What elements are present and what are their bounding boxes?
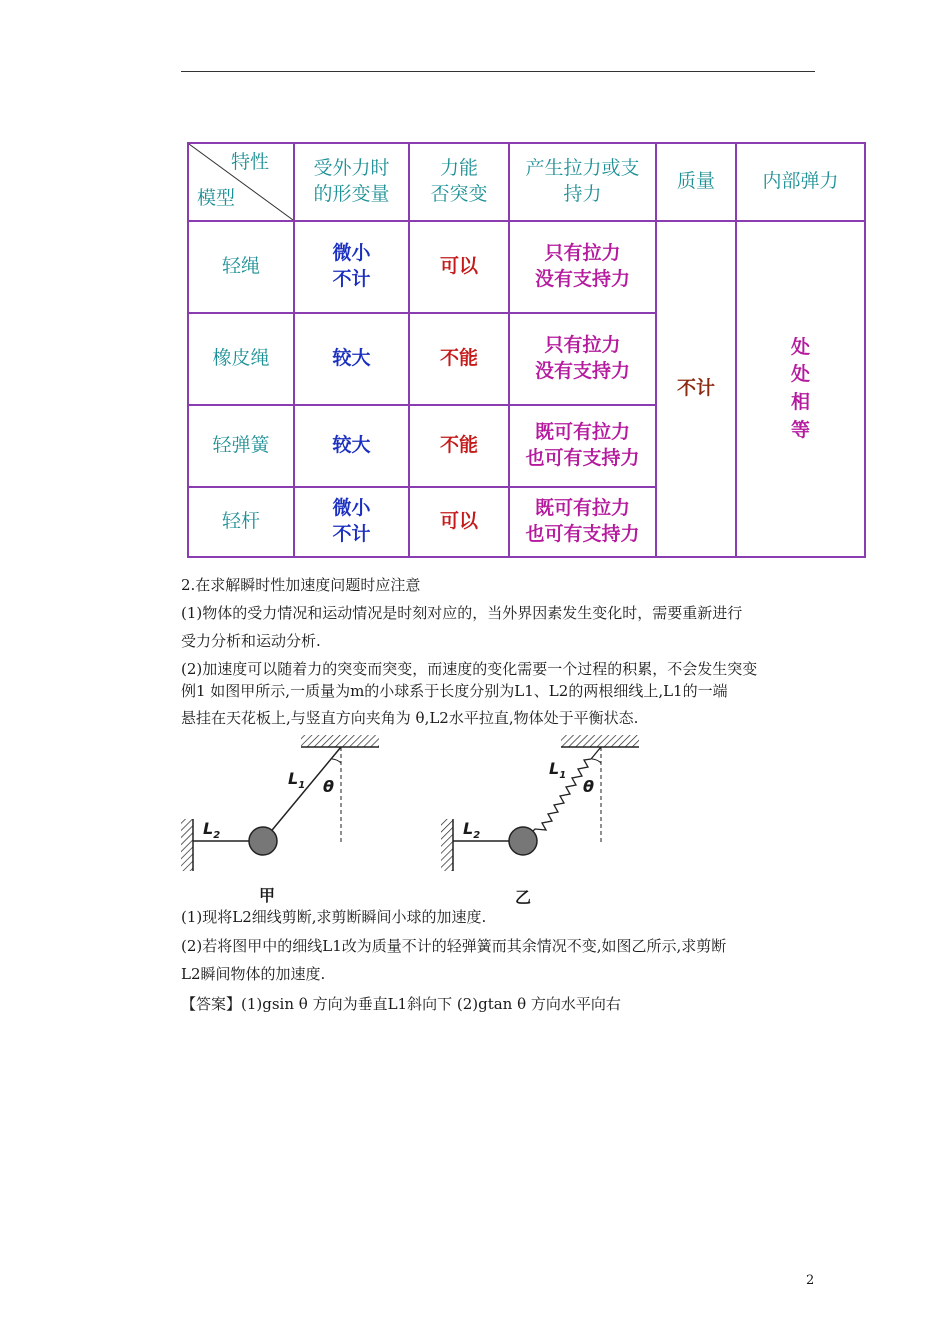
- deform-cell: 微小 不计: [294, 221, 409, 313]
- property-table: [187, 142, 866, 558]
- sudden-cell: 不能: [409, 405, 509, 487]
- figure-diagram: [179, 733, 659, 908]
- theta-b: θ: [583, 777, 594, 796]
- paragraph-heading: 2.在求解瞬时性加速度问题时应注意: [181, 576, 421, 594]
- inner-force-cell: 处 处 相 等: [736, 221, 865, 557]
- corner-cell: [188, 143, 294, 221]
- force-cell: 只有拉力 没有支持力: [509, 313, 656, 405]
- ceiling-b: [561, 735, 639, 747]
- ball-a: [249, 827, 277, 855]
- question-2-cont: L2瞬间物体的加速度.: [181, 965, 326, 983]
- wall-a: [181, 819, 193, 871]
- model-cell: 橡皮绳: [188, 313, 294, 405]
- wall-b: [441, 819, 453, 871]
- question-1: (1)现将L2细线剪断,求剪断瞬间小球的加速度.: [181, 908, 487, 926]
- model-cell: 轻弹簧: [188, 405, 294, 487]
- model-cell: 轻绳: [188, 221, 294, 313]
- header-inner: 内部弹力: [736, 143, 865, 221]
- paragraph-1: (1)物体的受力情况和运动情况是时刻对应的，当外界因素发生变化时，需要重新进行: [181, 604, 743, 622]
- answer-line: 【答案】(1)gsin θ 方向为垂直L1斜向下 (2)gtan θ 方向水平向右: [181, 995, 621, 1013]
- theta-a: θ: [323, 777, 334, 796]
- deform-cell: 微小 不计: [294, 487, 409, 557]
- deform-cell: 较大: [294, 313, 409, 405]
- header-mass: 质量: [656, 143, 736, 221]
- page-number: 2: [806, 1273, 815, 1288]
- sudden-cell: 可以: [409, 221, 509, 313]
- label-l2-b: $L_2$: [463, 819, 481, 842]
- question-2: (2)若将图甲中的细线L1改为质量不计的轻弹簧而其余情况不变,如图乙所示,求剪断: [181, 937, 727, 955]
- deform-cell: 较大: [294, 405, 409, 487]
- sudden-cell: 可以: [409, 487, 509, 557]
- paragraph-1-cont: 受力分析和运动分析.: [181, 632, 321, 650]
- label-l1-b: $L_1$: [549, 759, 567, 782]
- ball-b: [509, 827, 537, 855]
- ceiling-a: [301, 735, 379, 747]
- force-cell: 既可有拉力 也可有支持力: [509, 487, 656, 557]
- label-l2-a: $L_2$: [203, 819, 221, 842]
- header-sudden: 力能 否突变: [409, 143, 509, 221]
- table-header-row: [188, 143, 865, 221]
- paragraph-2: (2)加速度可以随着力的突变而突变，而速度的变化需要一个过程的积累，不会发生突变: [181, 660, 758, 678]
- example-text-cont: 悬挂在天花板上,与竖直方向夹角为 θ,L2水平拉直,物体处于平衡状态.: [181, 709, 639, 727]
- label-l1-a: $L_1$: [288, 769, 306, 792]
- header-rule: [181, 71, 815, 72]
- model-cell: 轻杆: [188, 487, 294, 557]
- caption-yi: 乙: [515, 888, 532, 907]
- header-deform: 受外力时 的形变量: [294, 143, 409, 221]
- corner-top-label: 特性: [230, 151, 269, 173]
- force-cell: 只有拉力 没有支持力: [509, 221, 656, 313]
- corner-bottom-label: 模型: [197, 187, 236, 210]
- header-force: 产生拉力或支 持力: [509, 143, 656, 221]
- sudden-cell: 不能: [409, 313, 509, 405]
- mass-cell: 不计: [656, 221, 736, 557]
- table-row: [188, 221, 865, 313]
- physics-figure: [179, 733, 659, 912]
- force-cell: 既可有拉力 也可有支持力: [509, 405, 656, 487]
- example-text: 例1 如图甲所示,一质量为m的小球系于长度分别为L1、L2的两根细线上,L1的一端: [181, 682, 728, 700]
- caption-jia: 甲: [259, 886, 276, 905]
